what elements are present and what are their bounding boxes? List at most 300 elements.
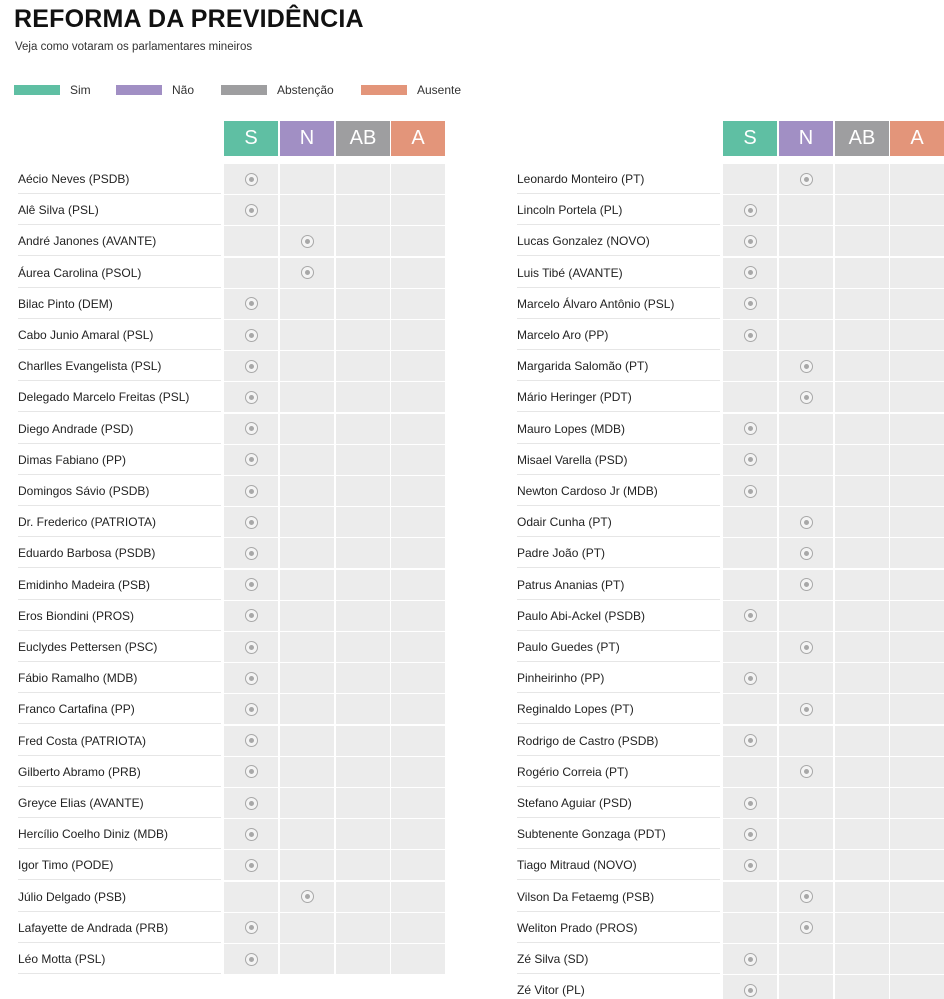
vote-cell-s	[723, 882, 777, 912]
vote-cell-ab	[835, 445, 889, 475]
table-row	[18, 258, 445, 289]
vote-cell-ab	[336, 850, 390, 880]
vote-cell-a	[890, 788, 944, 818]
vote-mark-icon	[245, 516, 258, 529]
vote-cell-a	[391, 882, 445, 912]
table-row	[517, 694, 944, 725]
vote-cell-n	[280, 882, 334, 912]
vote-cell-a	[890, 382, 944, 412]
vote-mark-icon	[744, 266, 757, 279]
page-subtitle: Veja como votaram os parlamentares mineiros	[15, 41, 253, 53]
table-row	[517, 632, 944, 663]
vote-cell-n	[779, 382, 833, 412]
table-row	[18, 226, 445, 257]
vote-cell-ab	[835, 289, 889, 319]
deputy-name: Zé Vitor (PL)	[517, 975, 720, 999]
vote-mark-icon	[245, 641, 258, 654]
vote-cell-a	[391, 351, 445, 381]
table-row	[517, 320, 944, 351]
vote-mark-icon	[744, 953, 757, 966]
vote-mark-icon	[744, 734, 757, 747]
vote-cell-ab	[336, 538, 390, 568]
vote-mark-icon	[245, 485, 258, 498]
legend-item	[221, 81, 334, 99]
vote-mark-icon	[245, 204, 258, 217]
vote-cell-ab	[835, 601, 889, 631]
vote-cell-ab	[336, 351, 390, 381]
vote-cell-s	[723, 819, 777, 849]
table-row	[517, 601, 944, 632]
vote-cell-ab	[336, 320, 390, 350]
vote-mark-icon	[245, 609, 258, 622]
vote-cell-n	[779, 944, 833, 974]
legend-item	[14, 81, 91, 99]
table-row	[18, 632, 445, 663]
legend-swatch	[116, 85, 162, 95]
vote-cell-ab	[835, 975, 889, 999]
vote-mark-icon	[245, 953, 258, 966]
deputy-name: Lucas Gonzalez (NOVO)	[517, 226, 720, 256]
legend-item	[361, 81, 461, 99]
vote-cell-a	[391, 819, 445, 849]
deputy-name: Emidinho Madeira (PSB)	[18, 570, 221, 600]
vote-mark-icon	[800, 921, 813, 934]
vote-cell-a	[391, 476, 445, 506]
deputy-name: Delegado Marcelo Freitas (PSL)	[18, 382, 221, 412]
deputy-name: Gilberto Abramo (PRB)	[18, 757, 221, 787]
vote-cell-ab	[336, 195, 390, 225]
vote-cell-a	[890, 507, 944, 537]
vote-cell-n	[280, 195, 334, 225]
table-row	[517, 258, 944, 289]
legend-swatch	[14, 85, 60, 95]
legend-label: Abstenção	[277, 83, 334, 97]
vote-mark-icon	[301, 266, 314, 279]
vote-cell-ab	[835, 632, 889, 662]
vote-cell-ab	[835, 195, 889, 225]
vote-cell-s	[723, 913, 777, 943]
vote-cell-ab	[336, 819, 390, 849]
vote-cell-n	[779, 601, 833, 631]
table-row	[517, 726, 944, 757]
vote-mark-icon	[744, 797, 757, 810]
vote-cell-n	[779, 445, 833, 475]
column-header-n: N	[779, 121, 833, 156]
vote-cell-a	[391, 694, 445, 724]
table-row	[517, 882, 944, 913]
vote-cell-ab	[336, 164, 390, 194]
table-row	[18, 289, 445, 320]
table-row	[517, 414, 944, 445]
vote-mark-icon	[800, 360, 813, 373]
vote-cell-a	[890, 726, 944, 756]
vote-cell-a	[890, 195, 944, 225]
vote-cell-s	[224, 663, 278, 693]
vote-cell-n	[280, 757, 334, 787]
deputy-name: Paulo Abi-Ackel (PSDB)	[517, 601, 720, 631]
vote-mark-icon	[245, 765, 258, 778]
vote-cell-n	[779, 726, 833, 756]
vote-mark-icon	[245, 360, 258, 373]
vote-cell-ab	[835, 538, 889, 568]
table-row	[517, 445, 944, 476]
vote-cell-a	[391, 850, 445, 880]
vote-cell-n	[280, 788, 334, 818]
vote-mark-icon	[800, 391, 813, 404]
vote-cell-s	[224, 757, 278, 787]
vote-cell-s	[723, 538, 777, 568]
table-row	[18, 320, 445, 351]
vote-cell-s	[723, 445, 777, 475]
vote-cell-ab	[336, 570, 390, 600]
table-row	[18, 195, 445, 226]
vote-mark-icon	[245, 734, 258, 747]
vote-cell-s	[723, 663, 777, 693]
vote-cell-a	[890, 258, 944, 288]
vote-cell-s	[224, 913, 278, 943]
deputy-name: Newton Cardoso Jr (MDB)	[517, 476, 720, 506]
vote-cell-s	[723, 164, 777, 194]
table-row	[18, 726, 445, 757]
vote-mark-icon	[800, 578, 813, 591]
legend-label: Ausente	[417, 83, 462, 97]
vote-cell-ab	[835, 570, 889, 600]
deputy-name: Stefano Aguiar (PSD)	[517, 788, 720, 818]
table-row	[517, 850, 944, 881]
table-row	[18, 445, 445, 476]
vote-cell-ab	[835, 757, 889, 787]
vote-mark-icon	[744, 609, 757, 622]
deputy-name: Júlio Delgado (PSB)	[18, 882, 221, 912]
vote-cell-s	[723, 601, 777, 631]
vote-cell-s	[224, 195, 278, 225]
deputy-name: Áurea Carolina (PSOL)	[18, 258, 221, 288]
table-row	[18, 570, 445, 601]
deputy-name: Patrus Ananias (PT)	[517, 570, 720, 600]
vote-cell-s	[224, 882, 278, 912]
vote-mark-icon	[301, 890, 314, 903]
vote-cell-ab	[835, 944, 889, 974]
page-title: REFORMA DA PREVIDÊNCIA	[14, 5, 364, 33]
vote-cell-s	[723, 507, 777, 537]
legend-swatch	[221, 85, 267, 95]
vote-cell-n	[280, 226, 334, 256]
vote-cell-s	[723, 382, 777, 412]
table-row	[517, 382, 944, 413]
vote-cell-a	[890, 757, 944, 787]
vote-cell-s	[224, 351, 278, 381]
vote-cell-s	[723, 788, 777, 818]
vote-cell-ab	[835, 164, 889, 194]
vote-cell-s	[723, 258, 777, 288]
vote-cell-n	[779, 538, 833, 568]
vote-cell-n	[280, 414, 334, 444]
table-row	[18, 414, 445, 445]
table-row	[18, 850, 445, 881]
legend-label: Sim	[70, 83, 91, 97]
vote-cell-ab	[835, 414, 889, 444]
deputy-name: Padre João (PT)	[517, 538, 720, 568]
vote-cell-n	[280, 538, 334, 568]
vote-cell-a	[391, 414, 445, 444]
vote-cell-a	[391, 944, 445, 974]
vote-cell-a	[890, 476, 944, 506]
vote-cell-ab	[336, 632, 390, 662]
vote-cell-a	[890, 944, 944, 974]
vote-cell-a	[391, 757, 445, 787]
vote-cell-n	[779, 757, 833, 787]
vote-cell-ab	[336, 258, 390, 288]
vote-cell-s	[224, 726, 278, 756]
legend-label: Não	[172, 83, 195, 97]
vote-mark-icon	[245, 329, 258, 342]
deputy-name: Tiago Mitraud (NOVO)	[517, 850, 720, 880]
table-row	[517, 913, 944, 944]
table-row	[18, 944, 445, 975]
vote-cell-a	[391, 663, 445, 693]
vote-mark-icon	[245, 859, 258, 872]
vote-cell-ab	[835, 882, 889, 912]
vote-cell-ab	[336, 913, 390, 943]
vote-mark-icon	[800, 765, 813, 778]
vote-cell-ab	[336, 694, 390, 724]
vote-cell-a	[890, 570, 944, 600]
vote-mark-icon	[744, 204, 757, 217]
column-header-s: S	[723, 121, 777, 156]
vote-cell-a	[890, 164, 944, 194]
deputy-name: Rogério Correia (PT)	[517, 757, 720, 787]
vote-cell-n	[779, 819, 833, 849]
deputy-name: Hercílio Coelho Diniz (MDB)	[18, 819, 221, 849]
table-row	[517, 538, 944, 569]
vote-cell-a	[890, 913, 944, 943]
vote-cell-a	[391, 226, 445, 256]
vote-cell-s	[224, 414, 278, 444]
table-row	[517, 944, 944, 975]
vote-cell-n	[779, 195, 833, 225]
deputy-name: Igor Timo (PODE)	[18, 850, 221, 880]
deputy-name: Fábio Ramalho (MDB)	[18, 663, 221, 693]
vote-cell-n	[280, 632, 334, 662]
vote-cell-s	[723, 632, 777, 662]
vote-mark-icon	[744, 329, 757, 342]
vote-cell-n	[779, 632, 833, 662]
vote-cell-s	[723, 289, 777, 319]
deputy-name: Marcelo Álvaro Antônio (PSL)	[517, 289, 720, 319]
table-row	[517, 819, 944, 850]
vote-mark-icon	[744, 828, 757, 841]
deputy-name: Fred Costa (PATRIOTA)	[18, 726, 221, 756]
vote-cell-a	[890, 289, 944, 319]
vote-cell-s	[224, 538, 278, 568]
vote-cell-n	[779, 476, 833, 506]
vote-cell-s	[723, 757, 777, 787]
vote-cell-n	[280, 445, 334, 475]
vote-mark-icon	[245, 703, 258, 716]
vote-mark-icon	[744, 453, 757, 466]
deputy-name: Pinheirinho (PP)	[517, 663, 720, 693]
vote-cell-a	[391, 788, 445, 818]
table-row	[18, 164, 445, 195]
vote-cell-a	[890, 819, 944, 849]
vote-cell-s	[224, 476, 278, 506]
vote-cell-s	[224, 694, 278, 724]
vote-mark-icon	[245, 547, 258, 560]
vote-cell-a	[890, 850, 944, 880]
vote-cell-a	[391, 632, 445, 662]
vote-mark-icon	[245, 797, 258, 810]
vote-cell-s	[224, 601, 278, 631]
vote-cell-s	[224, 819, 278, 849]
deputy-name: Greyce Elias (AVANTE)	[18, 788, 221, 818]
vote-cell-a	[391, 289, 445, 319]
vote-cell-a	[391, 382, 445, 412]
vote-cell-ab	[336, 726, 390, 756]
vote-cell-ab	[835, 382, 889, 412]
vote-cell-s	[723, 476, 777, 506]
deputy-name: Weliton Prado (PROS)	[517, 913, 720, 943]
vote-cell-s	[224, 289, 278, 319]
vote-cell-s	[723, 414, 777, 444]
vote-cell-s	[224, 320, 278, 350]
vote-mark-icon	[800, 890, 813, 903]
vote-cell-a	[391, 538, 445, 568]
deputy-name: Marcelo Aro (PP)	[517, 320, 720, 350]
vote-mark-icon	[800, 516, 813, 529]
table-row	[18, 351, 445, 382]
table-row	[18, 913, 445, 944]
vote-cell-n	[779, 507, 833, 537]
vote-cell-s	[224, 445, 278, 475]
table-row	[18, 788, 445, 819]
vote-cell-a	[890, 694, 944, 724]
deputy-name: Reginaldo Lopes (PT)	[517, 694, 720, 724]
deputy-name: Euclydes Pettersen (PSC)	[18, 632, 221, 662]
vote-cell-ab	[835, 819, 889, 849]
deputy-name: Subtenente Gonzaga (PDT)	[517, 819, 720, 849]
vote-cell-ab	[336, 382, 390, 412]
table-row	[517, 164, 944, 195]
vote-cell-ab	[336, 445, 390, 475]
table-row	[517, 476, 944, 507]
deputy-name: Bilac Pinto (DEM)	[18, 289, 221, 319]
vote-cell-n	[779, 850, 833, 880]
column-header-ab: AB	[336, 121, 390, 156]
vote-cell-a	[391, 913, 445, 943]
vote-cell-ab	[835, 850, 889, 880]
deputy-name: Alê Silva (PSL)	[18, 195, 221, 225]
table-row	[18, 882, 445, 913]
vote-cell-ab	[336, 507, 390, 537]
deputy-name: Mário Heringer (PDT)	[517, 382, 720, 412]
vote-mark-icon	[800, 173, 813, 186]
vote-cell-n	[779, 913, 833, 943]
vote-cell-s	[723, 975, 777, 999]
vote-cell-ab	[835, 476, 889, 506]
vote-cell-a	[890, 445, 944, 475]
deputy-name: Margarida Salomão (PT)	[517, 351, 720, 381]
vote-cell-n	[280, 694, 334, 724]
vote-cell-ab	[336, 289, 390, 319]
table-row	[517, 975, 944, 999]
legend-swatch	[361, 85, 407, 95]
vote-cell-n	[280, 320, 334, 350]
vote-cell-n	[280, 944, 334, 974]
vote-cell-ab	[336, 601, 390, 631]
column-header-ab: AB	[835, 121, 889, 156]
deputy-name: Franco Cartafina (PP)	[18, 694, 221, 724]
vote-cell-s	[224, 632, 278, 662]
vote-cell-s	[224, 507, 278, 537]
vote-mark-icon	[744, 672, 757, 685]
table-row	[517, 351, 944, 382]
vote-cell-a	[391, 570, 445, 600]
vote-cell-n	[779, 663, 833, 693]
deputy-name: Luis Tibé (AVANTE)	[517, 258, 720, 288]
deputy-name: Lafayette de Andrada (PRB)	[18, 913, 221, 943]
vote-cell-s	[224, 944, 278, 974]
vote-mark-icon	[245, 921, 258, 934]
vote-cell-n	[280, 476, 334, 506]
vote-cell-n	[779, 882, 833, 912]
vote-mark-icon	[744, 984, 757, 997]
vote-cell-n	[280, 913, 334, 943]
vote-cell-s	[723, 226, 777, 256]
table-row	[517, 663, 944, 694]
vote-cell-s	[723, 195, 777, 225]
vote-mark-icon	[245, 391, 258, 404]
deputy-name: Dimas Fabiano (PP)	[18, 445, 221, 475]
vote-cell-s	[723, 694, 777, 724]
deputy-name: Eros Biondini (PROS)	[18, 601, 221, 631]
table-row	[517, 788, 944, 819]
vote-cell-s	[224, 164, 278, 194]
vote-cell-a	[890, 663, 944, 693]
vote-cell-a	[890, 975, 944, 999]
vote-cell-n	[779, 414, 833, 444]
column-header-a: A	[890, 121, 944, 156]
vote-cell-n	[280, 726, 334, 756]
deputy-name: Charlles Evangelista (PSL)	[18, 351, 221, 381]
column-header-n: N	[280, 121, 334, 156]
vote-cell-n	[280, 351, 334, 381]
table-row	[517, 226, 944, 257]
vote-cell-ab	[336, 476, 390, 506]
vote-cell-n	[280, 507, 334, 537]
deputy-name: Vilson Da Fetaemg (PSB)	[517, 882, 720, 912]
vote-cell-ab	[336, 944, 390, 974]
vote-cell-s	[723, 320, 777, 350]
vote-cell-n	[779, 351, 833, 381]
table-row	[18, 694, 445, 725]
vote-cell-a	[890, 632, 944, 662]
table-row	[517, 757, 944, 788]
vote-cell-ab	[835, 788, 889, 818]
vote-cell-n	[280, 819, 334, 849]
deputy-name: Paulo Guedes (PT)	[517, 632, 720, 662]
vote-cell-ab	[835, 913, 889, 943]
column-header-a: A	[391, 121, 445, 156]
vote-cell-a	[890, 538, 944, 568]
vote-cell-ab	[835, 507, 889, 537]
vote-mark-icon	[245, 173, 258, 186]
vote-cell-ab	[835, 320, 889, 350]
table-row	[18, 538, 445, 569]
vote-cell-a	[391, 601, 445, 631]
vote-cell-n	[779, 975, 833, 999]
table-row	[18, 382, 445, 413]
vote-cell-s	[723, 570, 777, 600]
